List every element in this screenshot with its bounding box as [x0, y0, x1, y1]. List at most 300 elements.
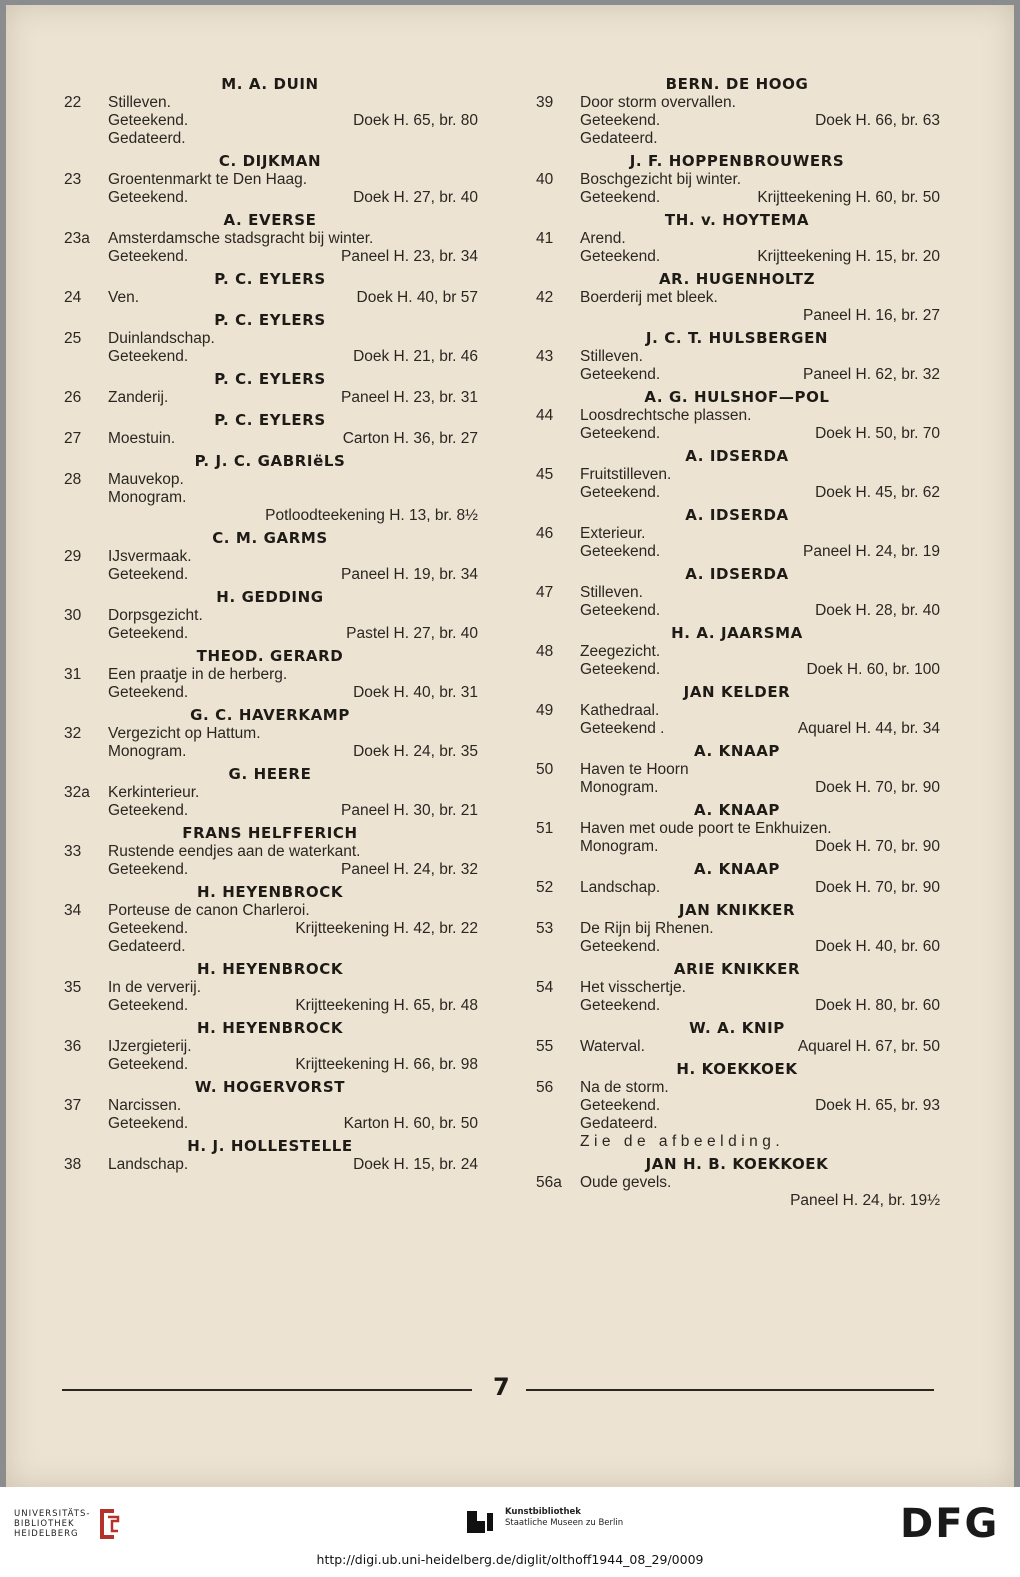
entry-description: Oude gevels. — [580, 1174, 672, 1191]
catalogue-entry — [534, 171, 940, 207]
entry-description: Haven met oude poort te Enkhuizen. — [580, 820, 832, 837]
entry-medium-dimensions: Doek H. 40, br. 31 — [353, 684, 478, 701]
entry-description: Geteekend. — [580, 543, 661, 560]
catalogue-entry — [534, 920, 940, 956]
entry-description: Geteekend. — [580, 1097, 661, 1114]
lot-number: 44 — [536, 407, 554, 424]
entry-medium-dimensions: Doek H. 45, br. 62 — [815, 484, 940, 501]
entry-description: Geteekend. — [108, 189, 189, 206]
entry-line — [62, 489, 478, 507]
entry-line — [62, 1097, 478, 1115]
entry-line — [62, 843, 478, 861]
entry-line — [62, 743, 478, 761]
lot-number: 31 — [64, 666, 82, 683]
entry-medium-dimensions: Aquarel H. 67, br. 50 — [797, 1038, 940, 1055]
lot-number: 34 — [64, 902, 82, 919]
lot-number: 35 — [64, 979, 82, 996]
entry-description: Geteekend. — [108, 997, 189, 1014]
catalogue-entry — [62, 471, 478, 525]
artist-heading: ARIE KNIKKER — [673, 960, 801, 978]
entry-line — [62, 1156, 478, 1174]
ub-line-1: UNIVERSITÄTS- — [14, 1509, 91, 1519]
entry-line — [62, 902, 478, 920]
artist-heading: A. KNAAP — [694, 801, 780, 819]
entry-description: Geteekend. — [580, 112, 661, 129]
entry-description: Geteekend. — [108, 861, 189, 878]
entry-description: Arend. — [580, 230, 626, 247]
entry-line — [534, 466, 940, 484]
entry-line — [534, 348, 940, 366]
artist-heading: AR. HUGENHOLTZ — [658, 270, 816, 288]
entry-line — [534, 1174, 940, 1192]
entry-medium-dimensions: Paneel H. 16, br. 27 — [802, 307, 940, 324]
catalogue-entry — [62, 1156, 478, 1174]
entry-line — [534, 1192, 940, 1210]
entry-description: Mauvekop. — [108, 471, 184, 488]
catalogue-entry — [62, 843, 478, 879]
lot-number: 26 — [64, 389, 82, 406]
catalogue-entry — [534, 979, 940, 1015]
entry-description: Amsterdamsche stadsgracht bij winter. — [108, 230, 374, 247]
entry-line — [62, 330, 478, 348]
entry-description: Geteekend. — [108, 1056, 189, 1073]
artist-heading: JAN H. B. KOEKKOEK — [645, 1155, 829, 1173]
artist-heading: C. DIJKMAN — [218, 152, 322, 170]
entry-medium-dimensions: Doek H. 40, br 57 — [356, 289, 478, 306]
entry-medium-dimensions: Aquarel H. 44, br. 34 — [797, 720, 940, 737]
lot-number: 47 — [536, 584, 554, 601]
entry-line — [534, 1097, 940, 1115]
entry-description: Geteekend. — [580, 661, 661, 678]
entry-description: Dorpsgezicht. — [108, 607, 203, 624]
lot-number: 51 — [536, 820, 554, 837]
entry-line — [62, 861, 478, 879]
entry-description: Een praatje in de herberg. — [108, 666, 288, 683]
entry-line — [62, 566, 478, 584]
entry-description: Gedateerd. — [580, 130, 658, 147]
artist-heading: JAN KELDER — [683, 683, 791, 701]
entry-line — [534, 407, 940, 425]
catalogue-page — [6, 5, 1014, 1487]
artist-heading: W. A. KNIP — [689, 1019, 785, 1037]
entry-description: Monogram. — [108, 489, 187, 506]
entry-medium-dimensions: Carton H. 36, br. 27 — [342, 430, 478, 447]
entry-line — [534, 1038, 940, 1056]
entry-description: Monogram. — [580, 779, 659, 796]
entry-description: Moestuin. — [108, 430, 176, 447]
entry-description: Stilleven. — [580, 348, 643, 365]
entry-description: Monogram. — [108, 743, 187, 760]
entry-line — [534, 584, 940, 602]
entry-description: Geteekend. — [580, 366, 661, 383]
entry-medium-dimensions: Paneel H. 19, br. 34 — [340, 566, 478, 583]
catalogue-entry — [534, 348, 940, 384]
entry-medium-dimensions: Krijtteekening H. 42, br. 22 — [295, 920, 478, 937]
lot-number: 33 — [64, 843, 82, 860]
lot-number: 50 — [536, 761, 554, 778]
entry-line — [62, 389, 478, 407]
entry-line — [534, 761, 940, 779]
lot-number: 43 — [536, 348, 554, 365]
artist-heading: P. C. EYLERS — [214, 270, 326, 288]
entry-line — [534, 661, 940, 679]
artist-heading: P. C. EYLERS — [214, 311, 326, 329]
entry-line — [62, 997, 478, 1015]
catalogue-entry — [62, 902, 478, 956]
entry-line — [62, 248, 478, 266]
catalogue-entry — [534, 1174, 940, 1210]
entry-description: Geteekend. — [580, 997, 661, 1014]
entry-medium-dimensions: Doek H. 70, br. 90 — [815, 838, 940, 855]
entry-line — [62, 348, 478, 366]
entry-medium-dimensions: Paneel H. 30, br. 21 — [340, 802, 478, 819]
artist-heading: H. A. JAARSMA — [671, 624, 803, 642]
catalogue-entry — [62, 666, 478, 702]
entry-line — [62, 130, 478, 148]
artist-heading: H. HEYENBROCK — [196, 960, 344, 978]
entry-medium-dimensions: Potloodteekening H. 13, br. 8½ — [265, 507, 478, 524]
entry-medium-dimensions: Krijtteekening H. 66, br. 98 — [295, 1056, 478, 1073]
entry-medium-dimensions: Doek H. 66, br. 63 — [815, 112, 940, 129]
entry-description: Haven te Hoorn — [580, 761, 689, 778]
entry-medium-dimensions: Pastel H. 27, br. 40 — [346, 625, 478, 642]
entry-medium-dimensions: Doek H. 70, br. 90 — [815, 779, 940, 796]
artist-heading: TH. v. HOYTEMA — [664, 211, 810, 229]
artist-heading: FRANS HELFFERICH — [182, 824, 358, 842]
catalogue-entry — [62, 1038, 478, 1074]
entry-description: Geteekend. — [580, 425, 661, 442]
lot-number: 32 — [64, 725, 82, 742]
entry-line — [62, 1056, 478, 1074]
entry-description: Geteekend. — [108, 566, 189, 583]
artist-heading: P. C. EYLERS — [214, 411, 326, 429]
entry-description: Door storm overvallen. — [580, 94, 736, 111]
catalogue-entry — [62, 389, 478, 407]
entry-line — [62, 979, 478, 997]
entry-line — [62, 1115, 478, 1133]
block-spacer — [534, 1210, 940, 1214]
catalogue-entry — [62, 230, 478, 266]
entry-line — [534, 112, 940, 130]
artist-heading: A. IDSERDA — [685, 565, 789, 583]
lot-number: 32a — [64, 784, 90, 801]
ub-heidelberg-logo-icon — [96, 1505, 120, 1543]
entry-description: Porteuse de canon Charleroi. — [108, 902, 310, 919]
entry-medium-dimensions: Doek H. 40, br. 60 — [815, 938, 940, 955]
ub-line-2: BIBLIOTHEK — [14, 1519, 75, 1529]
entry-medium-dimensions: Doek H. 80, br. 60 — [815, 997, 940, 1014]
entry-description: Boschgezicht bij winter. — [580, 171, 742, 188]
entry-line — [534, 1115, 940, 1133]
entry-description: Vergezicht op Hattum. — [108, 725, 261, 742]
right-column — [534, 75, 940, 1214]
page-number: 7 — [493, 1373, 510, 1401]
entry-medium-dimensions: Doek H. 65, br. 80 — [353, 112, 478, 129]
entry-line — [534, 820, 940, 838]
entry-description: Geteekend. — [108, 1115, 189, 1132]
artist-heading: C. M. GARMS — [212, 529, 328, 547]
entry-medium-dimensions: Paneel H. 62, br. 32 — [802, 366, 940, 383]
entry-line — [534, 130, 940, 148]
catalogue-entry — [534, 1079, 940, 1151]
entry-description: Gedateerd. — [580, 1115, 658, 1132]
artist-heading: H. J. HOLLESTELLE — [187, 1137, 353, 1155]
entry-line — [62, 784, 478, 802]
kb-subtitle: Staatliche Museen zu Berlin — [505, 1518, 624, 1528]
entry-line — [534, 1133, 940, 1151]
artist-heading: J. F. HOPPENBROUWERS — [629, 152, 845, 170]
entry-description: Narcissen. — [108, 1097, 182, 1114]
footer-rule-left — [62, 1389, 472, 1391]
entry-line — [534, 366, 940, 384]
entry-description: Ven. — [108, 289, 140, 306]
ub-heidelberg-logo-text[interactable] — [14, 1509, 90, 1539]
artist-heading: G. HEERE — [228, 765, 312, 783]
artist-heading: H. HEYENBROCK — [196, 883, 344, 901]
catalogue-entry — [62, 725, 478, 761]
entry-description: Geteekend. — [108, 348, 189, 365]
entry-description: Rustende eendjes aan de waterkant. — [108, 843, 361, 860]
entry-description: De Rijn bij Rhenen. — [580, 920, 714, 937]
entry-description: Geteekend. — [108, 112, 189, 129]
footer-rule-right — [526, 1389, 934, 1391]
entry-line — [62, 507, 478, 525]
artist-heading: A. IDSERDA — [685, 447, 789, 465]
artist-heading: J. C. T. HULSBERGEN — [645, 329, 829, 347]
entry-description: Geteekend . — [580, 720, 665, 737]
entry-medium-dimensions: Doek H. 24, br. 35 — [353, 743, 478, 760]
entry-description: Geteekend. — [580, 484, 661, 501]
catalogue-entry — [62, 1097, 478, 1133]
lot-number: 36 — [64, 1038, 82, 1055]
lot-number: 29 — [64, 548, 82, 565]
entry-line — [62, 625, 478, 643]
entry-line — [534, 920, 940, 938]
entry-line — [62, 289, 478, 307]
entry-line — [62, 230, 478, 248]
lot-number: 54 — [536, 979, 554, 996]
entry-description: Kerkinterieur. — [108, 784, 200, 801]
entry-medium-dimensions: Doek H. 28, br. 40 — [815, 602, 940, 619]
entry-line — [534, 979, 940, 997]
entry-description: Waterval. — [580, 1038, 645, 1055]
artist-heading: W. HOGERVORST — [194, 1078, 346, 1096]
artist-heading: G. C. HAVERKAMP — [190, 706, 350, 724]
lot-number: 42 — [536, 289, 554, 306]
kunstbibliothek-label[interactable] — [505, 1507, 623, 1529]
catalogue-entry — [534, 289, 940, 325]
entry-medium-dimensions: Paneel H. 24, br. 19 — [802, 543, 940, 560]
lot-number: 46 — [536, 525, 554, 542]
artist-heading: H. GEDDING — [216, 588, 324, 606]
catalogue-entry — [534, 230, 940, 266]
entry-line — [534, 720, 940, 738]
entry-line — [534, 230, 940, 248]
catalogue-entry — [62, 548, 478, 584]
lot-number: 30 — [64, 607, 82, 624]
entry-line — [534, 997, 940, 1015]
entry-line — [62, 607, 478, 625]
catalogue-entry — [62, 171, 478, 207]
entry-description: Stilleven. — [108, 94, 171, 111]
catalogue-entry — [62, 607, 478, 643]
entry-description: Duinlandschap. — [108, 330, 215, 347]
entry-line — [62, 920, 478, 938]
lot-number: 56a — [536, 1174, 562, 1191]
artist-heading: A. KNAAP — [694, 860, 780, 878]
entry-medium-dimensions: Paneel H. 24, br. 32 — [340, 861, 478, 878]
entry-line — [534, 543, 940, 561]
artist-heading: A. EVERSE — [223, 211, 317, 229]
lot-number: 38 — [64, 1156, 82, 1173]
entry-line — [62, 725, 478, 743]
lot-number: 27 — [64, 430, 82, 447]
entry-line — [534, 171, 940, 189]
entry-description: IJzergieterij. — [108, 1038, 192, 1055]
entry-description: Boerderij met bleek. — [580, 289, 718, 306]
ub-line-3: HEIDELBERG — [14, 1529, 79, 1539]
entry-description: Fruitstilleven. — [580, 466, 672, 483]
entry-line — [534, 484, 940, 502]
entry-line — [534, 602, 940, 620]
entry-description: Loosdrechtsche plassen. — [580, 407, 752, 424]
catalogue-entry — [534, 1038, 940, 1056]
entry-line — [534, 1079, 940, 1097]
lot-number: 39 — [536, 94, 554, 111]
lot-number: 49 — [536, 702, 554, 719]
catalogue-entry — [534, 879, 940, 897]
entry-description: Zeegezicht. — [580, 643, 661, 660]
catalogue-entry — [62, 330, 478, 366]
entry-line — [534, 307, 940, 325]
entry-medium-dimensions: Doek H. 27, br. 40 — [353, 189, 478, 206]
entry-description: Monogram. — [580, 838, 659, 855]
entry-medium-dimensions: Doek H. 21, br. 46 — [353, 348, 478, 365]
lot-number: 56 — [536, 1079, 554, 1096]
artist-heading: JAN KNIKKER — [678, 901, 796, 919]
entry-line — [534, 189, 940, 207]
entry-line — [62, 471, 478, 489]
catalogue-entry — [62, 94, 478, 148]
entry-description: Landschap. — [580, 879, 661, 896]
lot-number: 55 — [536, 1038, 554, 1055]
artist-heading: P. J. C. GABRIëLS — [194, 452, 346, 470]
catalogue-entry — [534, 761, 940, 797]
entry-description: Gedateerd. — [108, 938, 186, 955]
lot-number: 41 — [536, 230, 554, 247]
entry-line — [534, 879, 940, 897]
entry-description: Geteekend. — [580, 248, 661, 265]
artist-heading: A. G. HULSHOF—POL — [644, 388, 830, 406]
entry-medium-dimensions: Krijtteekening H. 65, br. 48 — [295, 997, 478, 1014]
artist-heading: H. KOEKKOEK — [676, 1060, 798, 1078]
catalogue-entry — [534, 94, 940, 148]
artist-heading: M. A. DUIN — [221, 75, 319, 93]
catalogue-entry — [62, 289, 478, 307]
entry-medium-dimensions: Karton H. 60, br. 50 — [343, 1115, 478, 1132]
artist-heading: A. KNAAP — [694, 742, 780, 760]
entry-description: Stilleven. — [580, 584, 643, 601]
entry-line — [62, 430, 478, 448]
entry-line — [62, 189, 478, 207]
entry-line — [534, 289, 940, 307]
lot-number: 48 — [536, 643, 554, 660]
catalogue-entry — [62, 430, 478, 448]
lot-number: 23a — [64, 230, 90, 247]
kunstbibliothek-logo-icon — [463, 1507, 497, 1537]
entry-line — [62, 94, 478, 112]
artist-heading: THEOD. GERARD — [196, 647, 344, 665]
entry-description: Exterieur. — [580, 525, 646, 542]
entry-description: In de ververij. — [108, 979, 202, 996]
entry-line — [62, 802, 478, 820]
entry-medium-dimensions: Paneel H. 24, br. 19½ — [790, 1192, 940, 1209]
source-url[interactable]: http://digi.ub.uni-heidelberg.de/diglit/olthoff1944_08_29/0009 — [316, 1552, 704, 1567]
catalogue-entry — [534, 820, 940, 856]
entry-description: Na de storm. — [580, 1079, 669, 1096]
block-spacer — [62, 1174, 478, 1178]
entry-description: Geteekend. — [580, 189, 661, 206]
entry-description: Geteekend. — [108, 920, 189, 937]
entry-line — [534, 94, 940, 112]
lot-number: 45 — [536, 466, 554, 483]
entry-description: IJsvermaak. — [108, 548, 192, 565]
kb-title: Kunstbibliothek — [505, 1507, 581, 1517]
entry-description: Groentenmarkt te Den Haag. — [108, 171, 308, 188]
entry-description: Geteekend. — [108, 248, 189, 265]
entry-description: Geteekend. — [580, 602, 661, 619]
lot-number: 28 — [64, 471, 82, 488]
entry-medium-dimensions: Paneel H. 23, br. 31 — [340, 389, 478, 406]
entry-line — [62, 938, 478, 956]
entry-line — [534, 248, 940, 266]
entry-medium-dimensions: Doek H. 50, br. 70 — [815, 425, 940, 442]
entry-description: Zie de afbeelding. — [580, 1133, 785, 1150]
entry-medium-dimensions: Doek H. 70, br. 90 — [815, 879, 940, 896]
entry-description: Zanderij. — [108, 389, 169, 406]
entry-line — [62, 666, 478, 684]
artist-heading: BERN. DE HOOG — [665, 75, 809, 93]
entry-line — [534, 838, 940, 856]
lot-number: 53 — [536, 920, 554, 937]
catalogue-entry — [534, 702, 940, 738]
entry-line — [62, 112, 478, 130]
entry-line — [62, 1038, 478, 1056]
lot-number: 24 — [64, 289, 82, 306]
entry-medium-dimensions: Paneel H. 23, br. 34 — [340, 248, 478, 265]
entry-description: Gedateerd. — [108, 130, 186, 147]
dfg-logo[interactable]: DFG — [900, 1501, 1000, 1547]
entry-line — [534, 425, 940, 443]
entry-description: Geteekend. — [108, 802, 189, 819]
artist-heading: H. HEYENBROCK — [196, 1019, 344, 1037]
lot-number: 22 — [64, 94, 82, 111]
entry-medium-dimensions: Krijtteekening H. 15, br. 20 — [757, 248, 940, 265]
entry-line — [62, 684, 478, 702]
left-column — [62, 75, 478, 1178]
entry-description: Landschap. — [108, 1156, 189, 1173]
lot-number: 40 — [536, 171, 554, 188]
entry-line — [534, 643, 940, 661]
entry-medium-dimensions: Krijtteekening H. 60, br. 50 — [757, 189, 940, 206]
entry-line — [534, 938, 940, 956]
entry-medium-dimensions: Doek H. 65, br. 93 — [815, 1097, 940, 1114]
entry-description: Geteekend. — [108, 625, 189, 642]
entry-medium-dimensions: Doek H. 15, br. 24 — [353, 1156, 478, 1173]
lot-number: 37 — [64, 1097, 82, 1114]
catalogue-entry — [534, 584, 940, 620]
lot-number: 52 — [536, 879, 554, 896]
